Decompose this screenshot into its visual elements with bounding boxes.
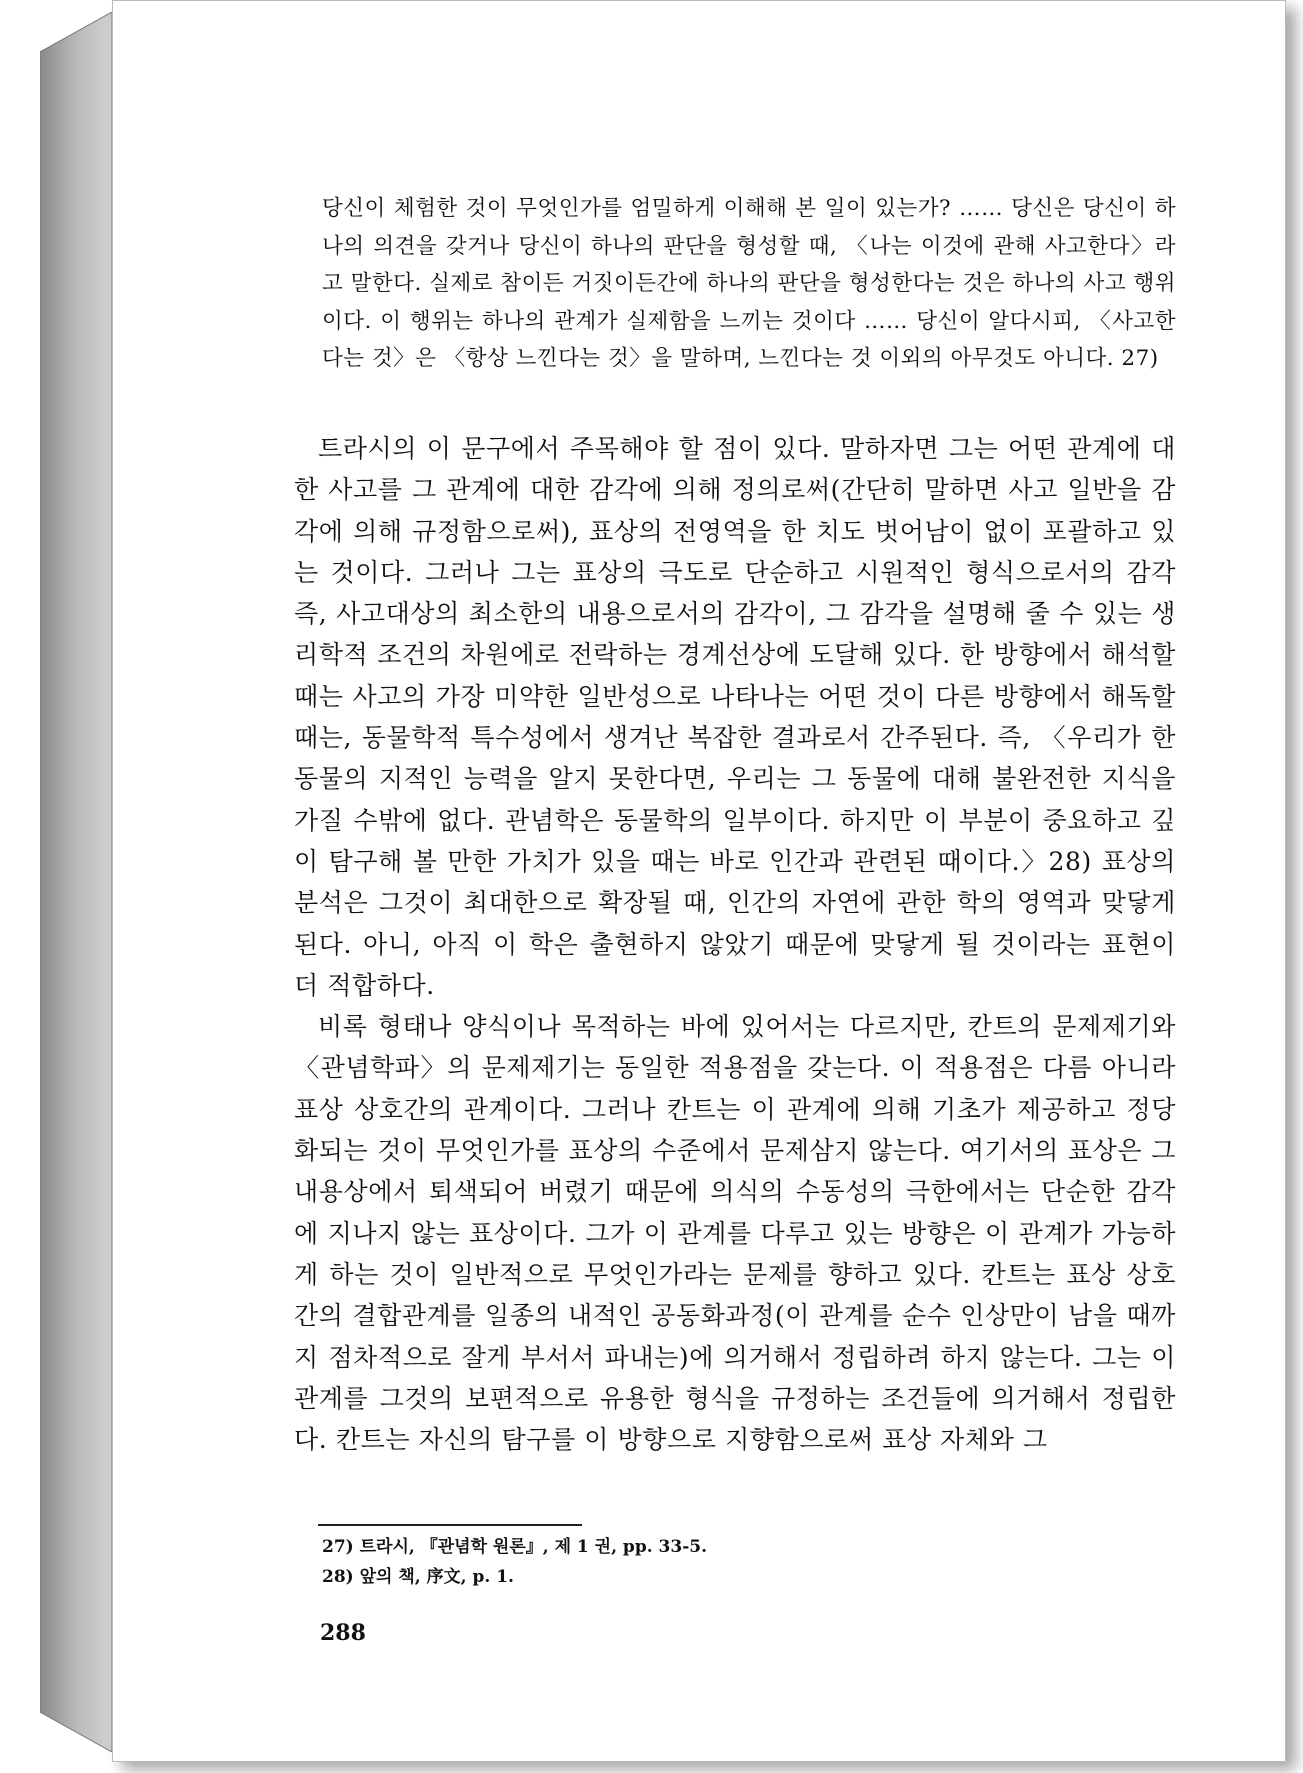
quote-paragraph: 당신이 체험한 것이 무엇인가를 엄밀하게 이해해 본 일이 있는가? …… 당신은 당신이 하나의 의견을 갖거나 당신이 하나의 판단을 형성할 때, 〈나는 이것에 관해 사고한다〉라고 말한다. 실제로 참이든 거짓이든간에 하나의 판단을 형성한다는 것은 하나의 사고 행위이다. 이 행위는 하나의 관계가 실제함을 느끼는 것이다 …… 당신이 알다시피, 〈사고한다는 것〉은 〈항상 느낀다는 것〉을 말하며, 느낀다는 것 이외의 아무것도 아니다. 27) <box>322 196 1176 371</box>
body-paragraph-2: 비록 형태나 양식이나 목적하는 바에 있어서는 다르지만, 칸트의 문제제기와 〈관념학파〉의 문제제기는 동일한 적용점을 갖는다. 이 적용점은 다름 아니라 표상 상호간의 관계이다. 그러나 칸트는 이 관계에 의해 기초가 제공하고 정당화되는 것이 무엇인가를 표상의 수준에서 문제삼지 않는다. 여기서의 표상은 그 내용상에서 퇴색되어 버렸기 때문에 의식의 수동성의 극한에서는 단순한 감각에 지나지 않는 표상이다. 그가 이 관계를 다루고 있는 방향은 이 관계가 가능하게 하는 것이 일반적으로 무엇인가라는 문제를 향하고 있다. 칸트는 표상 상호간의 결합관계를 일종의 내적인 공동화과정(이 관계를 순수 인상만이 남을 때까지 점차적으로 잘게 부서서 파내는)에 의거해서 정립하려 하지 않는다. 그는 이 관계를 그것의 보편적으로 유용한 형식을 규정하는 조건들에 의거해서 정립한다. 칸트는 자신의 탐구를 이 방향으로 지향함으로써 표상 자체와 그 <box>294 1012 1176 1455</box>
footnote-divider <box>318 1524 582 1526</box>
footnote-27: 27) 트라시, 『관념학 원론』, 제 1 권, pp. 33-5. <box>322 1537 708 1557</box>
block-quote <box>322 190 1176 378</box>
footnotes <box>322 1532 1142 1592</box>
page-number: 288 <box>320 1620 366 1646</box>
body-text <box>294 428 1176 1460</box>
body-paragraph-1: 트라시의 이 문구에서 주목해야 할 점이 있다. 말하자면 그는 어떤 관계에 대한 사고를 그 관계에 대한 감각에 의해 정의로써(간단히 말하면 사고 일반을 감각에 의해 규정함으로써), 표상의 전영역을 한 치도 벗어남이 없이 포괄하고 있는 것이다. 그러나 그는 표상의 극도로 단순하고 시원적인 형식으로서의 감각 즉, 사고대상의 최소한의 내용으로서의 감각이, 그 감각을 설명해 줄 수 있는 생리학적 조건의 차원에로 전락하는 경계선상에 도달해 있다. 한 방향에서 해석할 때는 사고의 가장 미약한 일반성으로 나타나는 어떤 것이 다른 방향에서 해독할 때는, 동물학적 특수성에서 생겨난 복잡한 결과로서 간주된다. 즉, 〈우리가 한 동물의 지적인 능력을 알지 못한다면, 우리는 그 동물에 대해 불완전한 지식을 가질 수밖에 없다. 관념학은 동물학의 일부이다. 하지만 이 부분이 중요하고 깊이 탐구해 볼 만한 가치가 있을 때는 바로 인간과 관련된 때이다.〉28) 표상의 분석은 그것이 최대한으로 확장될 때, 인간의 자연에 관한 학의 영역과 맞닿게 된다. 아니, 아직 이 학은 출현하지 않았기 때문에 맞닿게 될 것이라는 표현이 더 적합하다. <box>294 434 1176 1000</box>
book-spine <box>40 12 118 1752</box>
footnote-28: 28) 앞의 책, 序文, p. 1. <box>322 1567 514 1587</box>
